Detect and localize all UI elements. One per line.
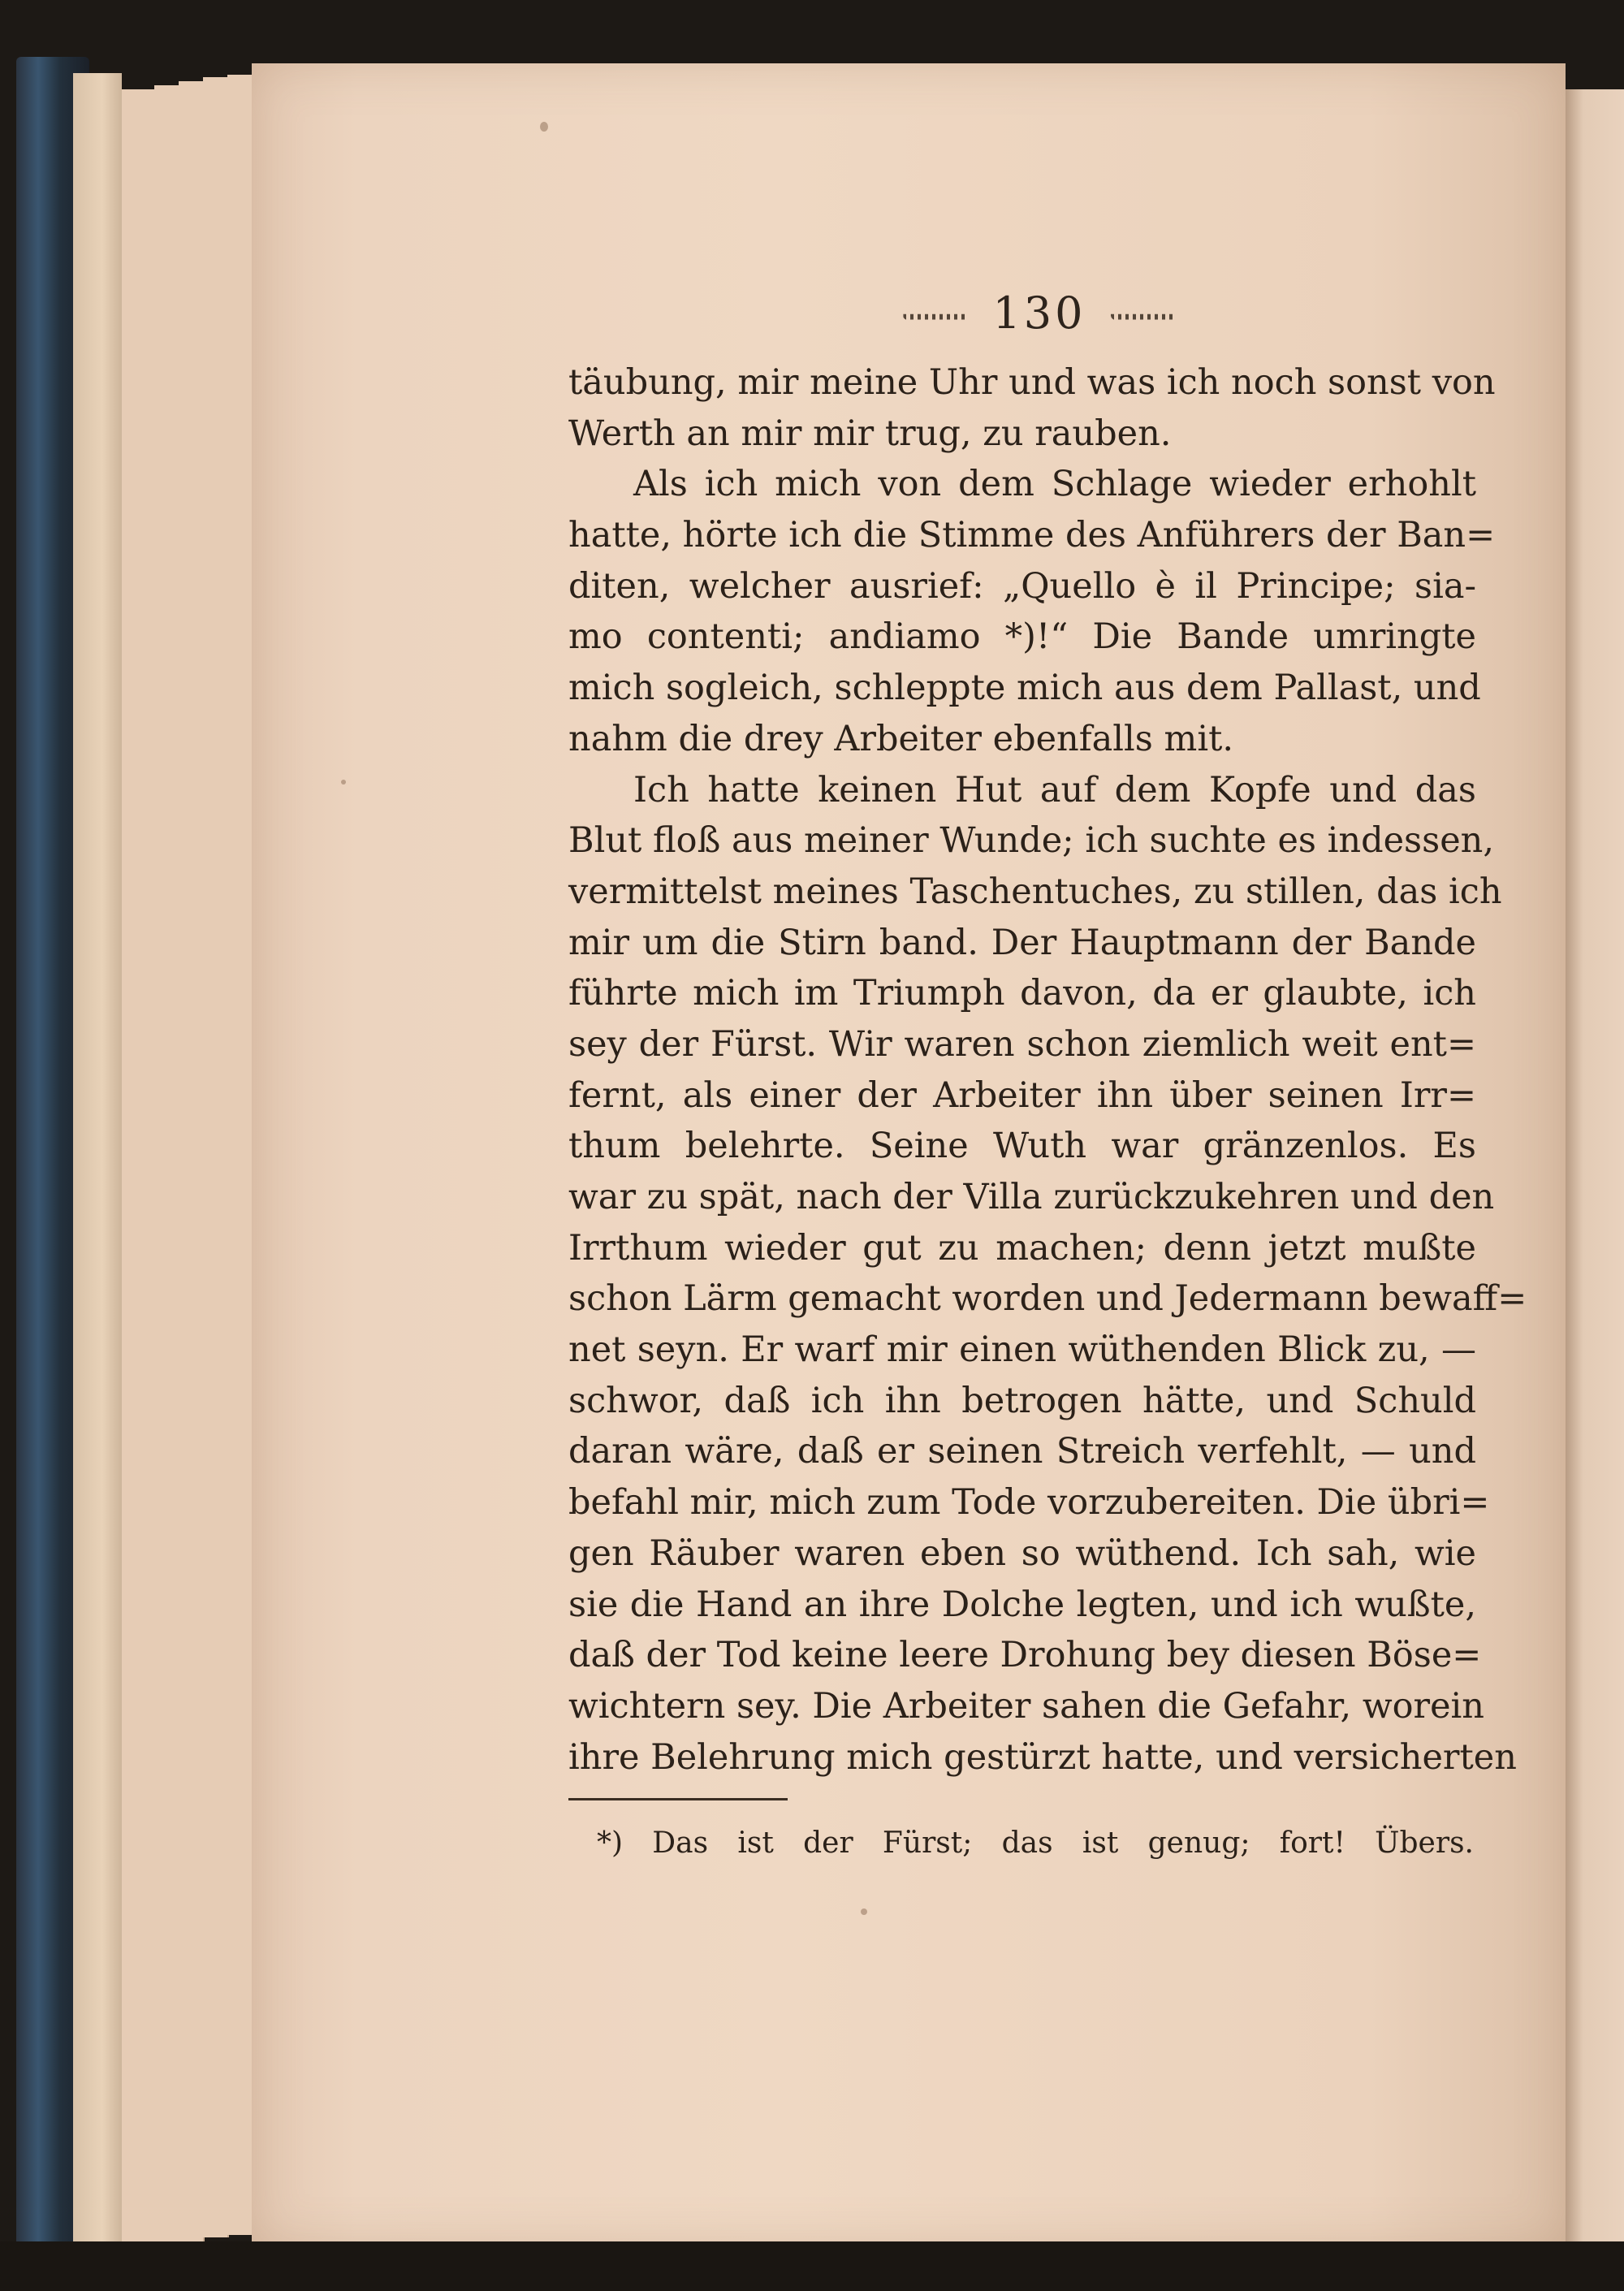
footnote-rule — [568, 1798, 788, 1800]
page-edge — [154, 85, 180, 2246]
paper-speck — [341, 780, 346, 785]
page-edge — [179, 81, 205, 2241]
footnote: *) Das ist der Fürst; das ist genug; fort! Übers. — [597, 1826, 1474, 1860]
paper-speck — [540, 122, 548, 132]
page-edge — [122, 89, 156, 2250]
body-text — [568, 357, 1527, 1783]
text-line: daß der Tod keine leere Drohung bey diesen Böse= — [568, 1635, 1482, 1676]
page-number: 130 — [992, 287, 1086, 339]
text-line: mo contenti; andiamo *)!“ Die Bande umringte — [568, 616, 1476, 658]
text-line: gen Räuber waren eben so wüthend. Ich sah, wie — [568, 1532, 1476, 1574]
text-line: Blut floß aus meiner Wunde; ich suchte es indessen, — [568, 820, 1495, 862]
cover-edge — [73, 73, 122, 2250]
text-line: nahm die drey Arbeiter ebenfalls mit. — [568, 718, 1234, 759]
text-line: befahl mir, mich zum Tode vorzubereiten. Die übri= — [568, 1482, 1490, 1524]
ornament-left-icon — [903, 306, 968, 320]
text-line: Werth an mir mir trug, zu rauben. — [568, 413, 1172, 454]
page-edge — [203, 77, 229, 2237]
text-line: diten, welcher ausrief: „Quello è il Principe; sia- — [568, 565, 1476, 607]
text-line: Ich hatte keinen Hut auf dem Kopfe und das — [633, 769, 1476, 810]
text-line: täubung, mir meine Uhr und was ich noch sonst von — [568, 362, 1496, 403]
text-line: net seyn. Er warf mir einen wüthenden Blick zu, — — [568, 1329, 1476, 1371]
text-line: Als ich mich von dem Schlage wieder erhohlt — [633, 464, 1476, 505]
text-line: schon Lärm gemacht worden und Jedermann bewaff= — [568, 1278, 1527, 1320]
text-line: mir um die Stirn band. Der Hauptmann der Bande — [568, 922, 1476, 963]
text-line: Irrthum wieder gut zu machen; denn jetzt mußte — [568, 1227, 1476, 1269]
text-line: wichtern sey. Die Arbeiter sahen die Gefahr, worein — [568, 1685, 1484, 1727]
page-header — [853, 284, 1226, 341]
text-line: ihre Belehrung mich gestürzt hatte, und versicherten — [568, 1736, 1517, 1778]
text-line: mich sogleich, schleppte mich aus dem Pallast, und — [568, 668, 1481, 709]
text-line: sie die Hand an ihre Dolche legten, und ich wußte, — [568, 1584, 1476, 1625]
page-edge — [227, 75, 253, 2235]
text-line: war zu spät, nach der Villa zurückzukehren und den — [568, 1177, 1495, 1217]
text-line: fernt, als einer der Arbeiter ihn über seinen Irr= — [568, 1074, 1476, 1116]
text-line: schwor, daß ich ihn betrogen hätte, und Schuld — [568, 1380, 1476, 1421]
paper-speck — [861, 1908, 867, 1915]
text-line: führte mich im Triumph davon, da er glaubte, ich — [568, 973, 1476, 1014]
text-line: sey der Fürst. Wir waren schon ziemlich weit ent= — [568, 1023, 1476, 1065]
text-line: hatte, hörte ich die Stimme des Anführers der Ban= — [568, 515, 1496, 556]
text-line: vermittelst meines Taschentuches, zu stillen, das ich — [568, 871, 1502, 912]
facing-page-edge — [1566, 89, 1624, 2241]
text-line: daran wäre, daß er seinen Streich verfehlt, — und — [568, 1431, 1476, 1472]
text-line: thum belehrte. Seine Wuth war gränzenlos. Es — [568, 1126, 1476, 1167]
ornament-right-icon — [1111, 306, 1176, 320]
scan-background — [0, 2241, 1624, 2291]
